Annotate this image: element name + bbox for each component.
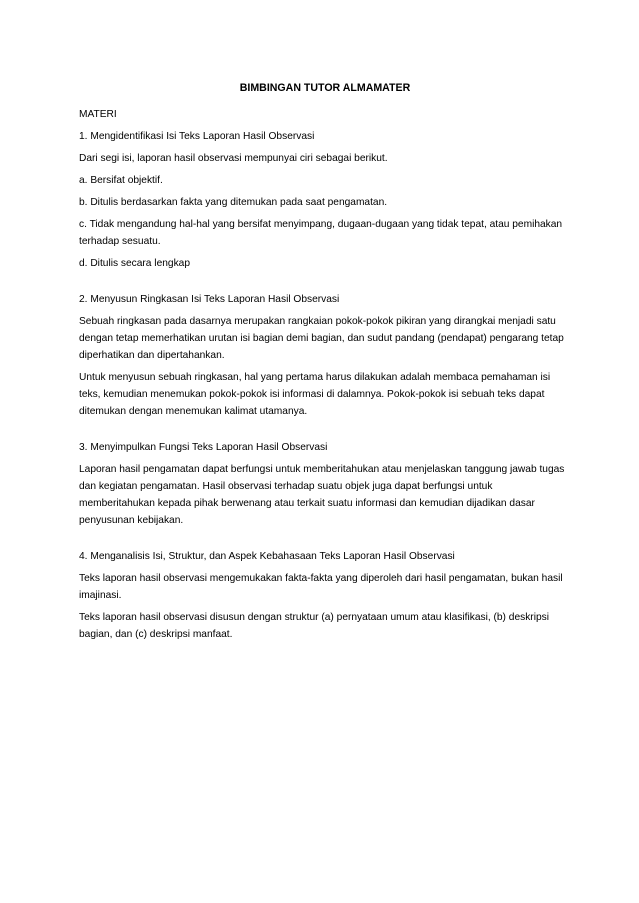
section-heading: 4. Menganalisis Isi, Struktur, dan Aspek Kebahasaan Teks Laporan Hasil Observasi [79, 551, 455, 562]
section-spacer [79, 425, 571, 439]
document-title: BIMBINGAN TUTOR ALMAMATER [239, 82, 411, 94]
section-spacer [79, 277, 571, 291]
paragraph: Untuk menyusun sebuah ringkasan, hal yang pertama harus dilakukan adalah membaca pemahaman isi teks, kemudian menemukan pokok-pokok isi informasi di dalamnya. Pokok-pokok isi sebuah teks dapat ditemukan dengan menemukan kalimat utamanya. [79, 372, 551, 417]
paragraph: Sebuah ringkasan pada dasarnya merupakan rangkaian pokok-pokok pikiran yang dirangkai menjadi satu dengan tetap memerhatikan urutan isi bagian demi bagian, dan sudut pandang (pendapat) pengarang tetap diperhatikan dan dipertahankan. [79, 316, 564, 361]
list-item: a. Bersifat objektif. [79, 175, 163, 186]
materi-label: MATERI [79, 109, 117, 120]
list-item: c. Tidak mengandung hal-hal yang bersifat menyimpang, dugaan-dugaan yang tidak tepat, atau pemihakan terhadap sesuatu. [79, 219, 563, 247]
section-heading: 1. Mengidentifikasi Isi Teks Laporan Hasil Observasi [79, 131, 315, 142]
document-page [79, 80, 571, 648]
list-item: b. Ditulis berdasarkan fakta yang ditemukan pada saat pengamatan. [79, 197, 388, 208]
section-1 [79, 128, 571, 272]
paragraph: Dari segi isi, laporan hasil observasi mempunyai ciri sebagai berikut. [79, 153, 388, 164]
paragraph: Laporan hasil pengamatan dapat berfungsi untuk memberitahukan atau menjelaskan tanggung jawab tugas dan kegiatan pengamatan. Hasil observasi terhadap suatu objek juga dapat berfungsi untuk memberitahukan kepada pihak berwenang atau terkait suatu informasi dan kemudian dijadikan dasar penyusunan kebijakan. [79, 464, 565, 526]
list-item: d. Ditulis secara lengkap [79, 258, 190, 269]
section-2 [79, 291, 571, 420]
section-spacer [79, 534, 571, 548]
section-3 [79, 439, 571, 529]
section-heading: 2. Menyusun Ringkasan Isi Teks Laporan Hasil Observasi [79, 294, 340, 305]
paragraph: Teks laporan hasil observasi disusun dengan struktur (a) pernyataan umum atau klasifikasi, (b) deskripsi bagian, dan (c) deskripsi manfaat. [79, 612, 549, 640]
section-heading: 3. Menyimpulkan Fungsi Teks Laporan Hasil Observasi [79, 442, 328, 453]
paragraph: Teks laporan hasil observasi mengemukakan fakta-fakta yang diperoleh dari hasil pengamatan, bukan hasil imajinasi. [79, 573, 563, 601]
section-4 [79, 548, 571, 643]
